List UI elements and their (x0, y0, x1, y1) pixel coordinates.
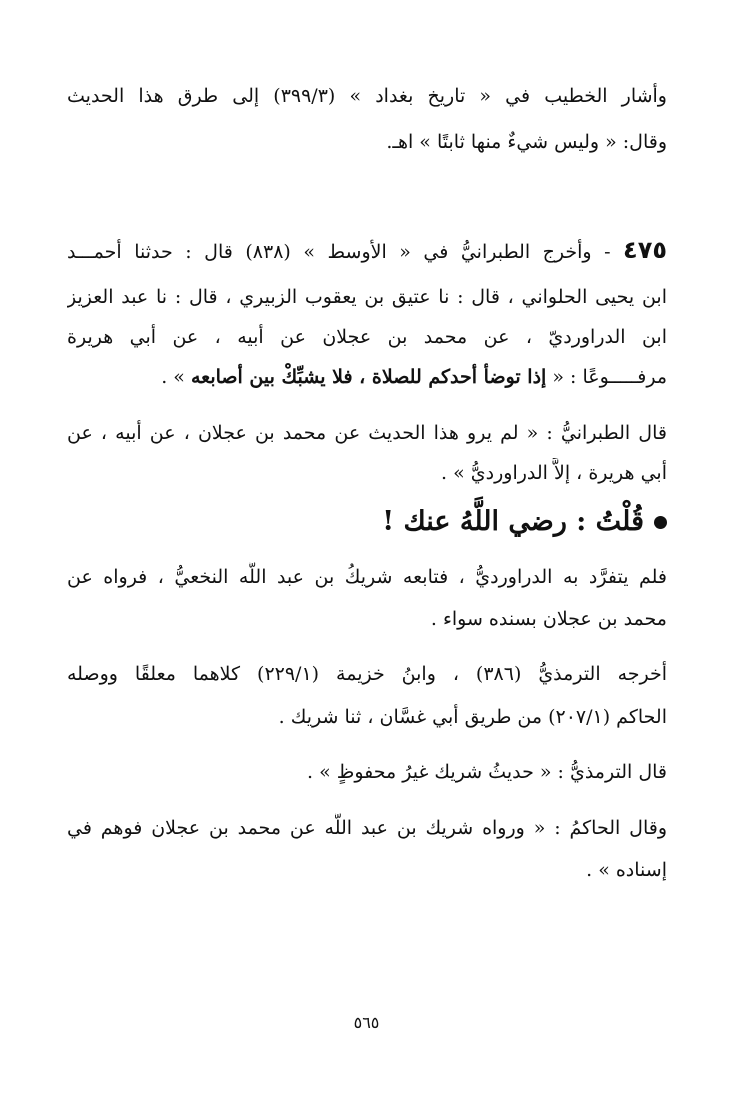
qultu-heading (67, 502, 667, 542)
tirmidhi-quote: قال الترمذيُّ : « حديثُ شريك غيرُ محفوظٍ » . (307, 761, 667, 783)
hadith-line-2: ابن يحيى الحلواني ، قال : نا عتيق بن يعقوب الزبيري ، قال : نا عبد العزيز (67, 286, 667, 308)
takhrij-line-1: أخرجه الترمذيُّ (٣٨٦) ، وابنُ خزيمة (٢٢٩/١) كلاهما معلقًا ووصله (67, 663, 667, 685)
hakim-quote-line-1: وقال الحاكمُ : « ورواه شريك بن عبد اللَّه عن محمد بن عجلان فوهم في (67, 817, 667, 839)
hadith-intro-text: - وأخرج الطبرانيُّ في « الأوسط » (٨٣٨) قال : حدثنا أحمـــد (67, 241, 611, 263)
hadith-line-4 (67, 362, 667, 392)
bullet-icon (654, 516, 667, 529)
hadith-line-3: ابن الدراورديّ ، عن محمد بن عجلان عن أبيه ، عن أبي هريرة (67, 326, 667, 348)
hadith-line-1 (67, 235, 667, 267)
hadith-matn: إذا توضأ أحدكم للصلاة ، فلا يشبِّكْ بين أصابعه (190, 366, 547, 388)
takhrij-line-2: الحاكم (٢٠٧/١) من طريق أبي غسَّان ، ثنا شريك . (278, 706, 667, 728)
mutaba-line-1: فلم يتفرَّد به الدراورديُّ ، فتابعه شريكُ بن عبد اللَّه النخعيُّ ، فرواه عن (67, 566, 667, 588)
hadith-matn-close: » . (161, 366, 185, 388)
page-number: ٥٦٥ (353, 1013, 380, 1032)
khatib-line-2: وقال: « وليس شيءٌ منها ثابتًا » اهـ. (386, 131, 667, 153)
hadith-number: ٤٧٥ (623, 236, 667, 264)
hakim-quote-line-2: إسناده » . (586, 859, 667, 881)
khatib-line-1: وأشار الخطيب في « تاريخ بغداد » (٣٩٩/٣) إلى طرق هذا الحديث (67, 85, 667, 107)
mutaba-line-2: محمد بن عجلان بسنده سواء . (430, 608, 667, 630)
hadith-marfu-label: مرفـــــوعًا : « (552, 366, 667, 388)
tabarani-quote-line-2: أبي هريرة ، إلاَّ الدراورديُّ » . (441, 462, 667, 484)
qultu-heading-text: قُلْتُ : رضي اللَّهُ عنك ! (382, 506, 644, 537)
tabarani-quote-line-1: قال الطبرانيُّ : « لم يرو هذا الحديث عن محمد بن عجلان ، عن أبيه ، عن (67, 422, 667, 444)
